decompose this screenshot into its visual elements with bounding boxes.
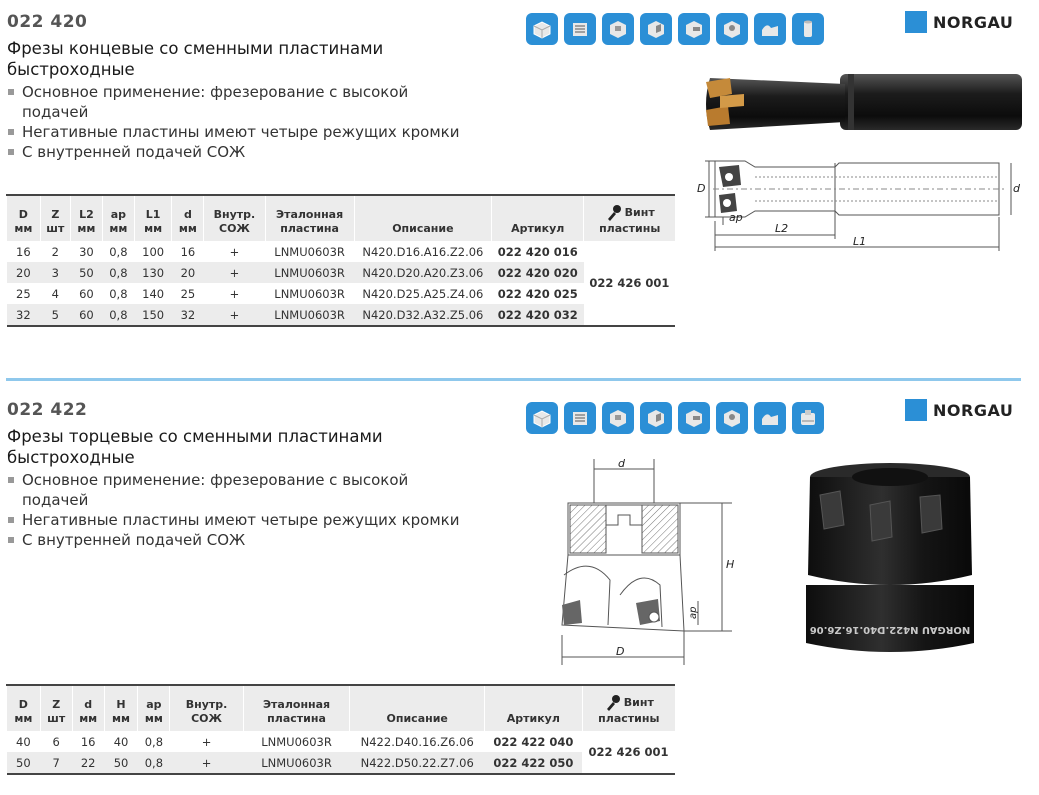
col-header [7, 195, 41, 241]
screw-icon [605, 204, 623, 222]
header-text: Артикул [511, 222, 565, 235]
table-cell: 022 420 025 [497, 286, 578, 301]
brand-square-icon [905, 399, 927, 421]
table-cell: LNMU0603R [265, 262, 354, 283]
header-text: Внутр. [185, 698, 228, 711]
col-header [265, 195, 354, 241]
col-header [170, 685, 243, 731]
section2-title-line2: быстроходные [7, 448, 135, 467]
table-cell: 022 422 050 [485, 752, 583, 774]
photo-marking: NORGAU N422.D40.16.Z6.06 [809, 624, 971, 635]
header-text: мм [144, 222, 163, 235]
slot-milling-icon [564, 402, 596, 434]
table-cell: + [201, 734, 212, 749]
section2-bullets [7, 470, 467, 550]
header-text: ap [146, 698, 162, 711]
col-header [172, 195, 204, 241]
slot-milling-icon [564, 13, 596, 45]
header-text: мм [14, 712, 33, 725]
table-cell: 16 [180, 244, 196, 259]
table-cell: LNMU0603R [243, 752, 350, 774]
header-text: Артикул [506, 712, 560, 725]
brand-name: NORGAU [933, 400, 1014, 420]
table-row [7, 752, 676, 774]
section2-code: 022 422 [7, 400, 88, 420]
dim-ap-label: ap [729, 211, 743, 224]
col-header [134, 195, 172, 241]
step-milling-icon [678, 402, 710, 434]
table-cell: 150 [134, 304, 172, 326]
header-text: пластина [280, 222, 339, 235]
table-cell: 7 [40, 752, 72, 774]
table-cell: + [229, 286, 240, 301]
dim-d-label: d [1013, 182, 1020, 195]
profile-milling-icon [754, 13, 786, 45]
col-header [40, 195, 70, 241]
col-header [70, 195, 102, 241]
col-header [102, 195, 134, 241]
table-cell: 40 [16, 734, 31, 749]
header-text: мм [112, 712, 131, 725]
header-text: Эталонная [276, 208, 344, 221]
table-row [7, 283, 676, 304]
screw-icon [604, 694, 622, 712]
section-separator [6, 378, 1021, 381]
header-text: Винт [624, 206, 655, 219]
table-cell: 30 [79, 244, 94, 259]
col-header [104, 685, 138, 731]
table-cell: 16 [80, 734, 96, 749]
col-header [243, 685, 350, 731]
table-cell: + [204, 262, 265, 283]
table-cell: 32 [172, 304, 204, 326]
table-cell: 16 [16, 244, 31, 259]
table-cell: 20 [7, 262, 41, 283]
table-cell: 32 [7, 304, 41, 326]
dim-d-label: d [618, 457, 625, 470]
face-mill-photo [790, 455, 990, 665]
header-text: Описание [392, 222, 454, 235]
header-text: мм [178, 222, 197, 235]
bullet-item: Негативные пластины имеют четыре режущих кромки [7, 122, 477, 142]
col-header [485, 685, 583, 731]
col-header [7, 685, 41, 731]
table-cell: N422.D40.16.Z6.06 [360, 734, 474, 749]
header-text: пластина [267, 712, 326, 725]
header-text: d [183, 208, 192, 221]
bullet-item: Негативные пластины имеют четыре режущих кромки [7, 510, 467, 530]
header-text: мм [77, 222, 96, 235]
col-header [40, 685, 72, 731]
profile-milling-icon [754, 402, 786, 434]
col-header [584, 195, 675, 241]
section2-title [7, 426, 383, 468]
header-text: Эталонная [262, 698, 331, 711]
end-mill-drawing [693, 155, 1028, 261]
dim-D-label: D [616, 645, 625, 658]
header-text [586, 694, 672, 712]
table-cell: 022 420 020 [492, 262, 584, 283]
table-cell: 6 [52, 734, 60, 749]
section1-bullets [7, 82, 477, 162]
col-header [72, 685, 104, 731]
section1-brand-logo [905, 11, 1013, 33]
table-cell: 0,8 [144, 734, 164, 749]
shoulder-milling-icon [640, 13, 672, 45]
header-text: шт [47, 712, 66, 725]
section1-application-icons [526, 13, 824, 45]
end-mill-photo [700, 68, 1025, 140]
table-cell: LNMU0603R [265, 304, 354, 326]
table-cell: 40 [113, 734, 129, 749]
table-cell: N420.D32.A32.Z5.06 [354, 304, 491, 326]
col-header [138, 685, 170, 731]
col-header [492, 195, 584, 241]
section2-title-line1: Фрезы торцевые со сменными пластинами [7, 427, 383, 446]
header-text: мм [79, 712, 98, 725]
table-cell: 0,8 [109, 244, 128, 259]
cylinder-shank-icon [792, 13, 824, 45]
table-cell: N420.D25.A25.Z4.06 [362, 286, 484, 301]
header-text: СОЖ [219, 222, 250, 235]
table-cell: 100 [142, 244, 165, 259]
header-text: пластины [599, 222, 661, 235]
dim-L1-label: L1 [853, 235, 867, 248]
pocket-milling-icon [602, 13, 634, 45]
insert [720, 94, 744, 108]
face-milling-icon [526, 13, 558, 45]
brand-square-icon [905, 11, 927, 33]
header-text: пластины [598, 712, 660, 725]
bullet-item: С внутренней подачей СОЖ [7, 142, 477, 162]
header-text: Описание [386, 712, 448, 725]
header-text: мм [109, 222, 128, 235]
header-text: D [18, 698, 28, 711]
cavity-milling-icon [716, 13, 748, 45]
table-cell: 022 422 040 [493, 734, 574, 749]
table-cell: 60 [79, 286, 94, 301]
table-cell: 022 420 032 [492, 304, 584, 326]
section1-title-line1: Фрезы концевые со сменными пластинами [7, 39, 384, 58]
dim-H-label: H [726, 558, 735, 571]
section1-title-line2: быстроходные [7, 60, 135, 79]
header-text: d [84, 698, 93, 711]
dim-D-label: D [697, 182, 706, 195]
face-milling-icon [526, 402, 558, 434]
shell-mill-icon [792, 402, 824, 434]
table-cell: LNMU0603R [274, 244, 345, 259]
header-text: Z [51, 208, 60, 221]
table-cell: 140 [142, 286, 165, 301]
table-cell: + [229, 244, 240, 259]
table-cell: 50 [7, 752, 41, 774]
table-cell: 50 [104, 752, 138, 774]
face-mill-drawing [550, 455, 745, 665]
table-cell: 0,8 [109, 286, 128, 301]
table-row [7, 241, 676, 262]
header-text: мм [14, 222, 33, 235]
header-text: H [116, 698, 126, 711]
table-cell: 5 [40, 304, 70, 326]
header-text: Z [52, 698, 61, 711]
brand-name: NORGAU [933, 12, 1014, 32]
table-cell: 60 [70, 304, 102, 326]
header-text: шт [46, 222, 65, 235]
header-text: L2 [79, 208, 94, 221]
table-row [7, 262, 676, 283]
table-cell: + [170, 752, 243, 774]
bullet-item: Основное применение: фрезерование с высокой подачей [7, 82, 477, 122]
header-text: мм [144, 712, 163, 725]
header-text: Винт [623, 696, 654, 709]
header-text: Внутр. [213, 208, 256, 221]
table-header-row [7, 195, 676, 241]
table-cell: LNMU0603R [261, 734, 332, 749]
shank [840, 74, 1022, 130]
table-cell: 25 [16, 286, 31, 301]
table-cell: N420.D16.A16.Z2.06 [362, 244, 484, 259]
col-header [350, 685, 485, 731]
header-text [587, 204, 672, 222]
table-cell: 22 [72, 752, 104, 774]
pocket-milling-icon [602, 402, 634, 434]
table-row [7, 304, 676, 326]
cavity-milling-icon [716, 402, 748, 434]
table-cell: + [204, 304, 265, 326]
header-text: D [18, 208, 28, 221]
table-cell: 3 [40, 262, 70, 283]
screw-article: 022 426 001 [584, 241, 675, 326]
section2-brand-logo [905, 399, 1013, 421]
section1-title [7, 38, 383, 80]
table-cell: LNMU0603R [274, 286, 345, 301]
dim-L2-label: L2 [775, 222, 789, 235]
screw-article: 022 426 001 [582, 731, 675, 774]
table-cell: 4 [51, 286, 59, 301]
table-cell: 0,8 [138, 752, 170, 774]
table-cell: 25 [180, 286, 196, 301]
table-cell: N422.D50.22.Z7.06 [350, 752, 485, 774]
step-milling-icon [678, 13, 710, 45]
table-cell: 130 [134, 262, 172, 283]
table-header-row [7, 685, 676, 731]
bullet-item: С внутренней подачей СОЖ [7, 530, 467, 550]
table-row [7, 731, 676, 752]
section1-spec-table [6, 194, 675, 327]
table-cell: 022 420 016 [497, 244, 578, 259]
table-cell: 0,8 [102, 262, 134, 283]
col-header [582, 685, 675, 731]
col-header [204, 195, 265, 241]
section2-spec-table [6, 684, 675, 775]
shoulder-milling-icon [640, 402, 672, 434]
table-cell: 20 [172, 262, 204, 283]
section2-application-icons [526, 402, 824, 434]
header-text: СОЖ [191, 712, 222, 725]
table-cell: 50 [70, 262, 102, 283]
table-cell: 2 [51, 244, 59, 259]
header-text: L1 [145, 208, 161, 221]
table-cell: 0,8 [102, 304, 134, 326]
section1-code: 022 420 [7, 12, 88, 32]
col-header [354, 195, 491, 241]
table-cell: N420.D20.A20.Z3.06 [354, 262, 491, 283]
dim-ap-label: ap [688, 606, 699, 619]
bullet-item: Основное применение: фрезерование с высокой подачей [7, 470, 467, 510]
header-text: ap [110, 208, 127, 221]
